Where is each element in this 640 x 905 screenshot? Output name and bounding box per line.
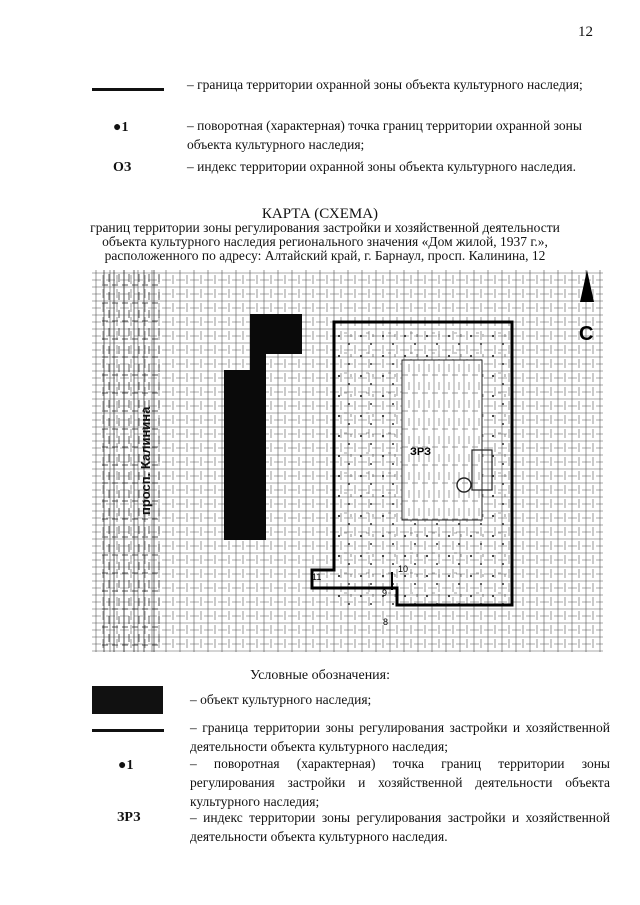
north-label: С	[579, 323, 594, 345]
legend-top-point-text: – поворотная (характерная) точка границ территории охранной зоны объекта культурного наследия;	[187, 118, 582, 152]
cadastral-map	[92, 270, 603, 652]
zone-index-symbol: ОЗ	[113, 160, 132, 175]
legend-title: Условные обозначения:	[249, 668, 391, 683]
turning-point-symbol: ●1	[113, 120, 129, 135]
legend-point-text: – поворотная (характерная) точка границ территории зоны регулирования застройки и хозяйственной деятельности объекта культурного наследия;	[190, 756, 610, 809]
map-title: КАРТА (СХЕМА)	[261, 206, 379, 222]
heritage-object-symbol	[92, 686, 163, 714]
point-label: 8	[383, 617, 389, 627]
point-label: 9	[382, 588, 388, 598]
boundary-line-symbol	[92, 88, 164, 91]
zone-boundary-symbol	[92, 729, 164, 732]
legend-index-text: – индекс территории зоны регулирования застройки и хозяйственной деятельности объекта культурного наследия.	[190, 810, 610, 844]
zone-index-label: ЗРЗ	[410, 446, 431, 458]
point-label: 11	[312, 572, 322, 582]
legend-boundary-text: – граница территории зоны регулирования застройки и хозяйственной деятельности объекта культурного наследия;	[190, 720, 610, 754]
legend-top-boundary-text: – граница территории охранной зоны объекта культурного наследия;	[187, 77, 583, 92]
zone-point-symbol: ●1	[118, 758, 134, 773]
map-subtitle: границ территории зоны регулирования застройки и хозяйственной деятельности объекта культурного наследия регионального значения «Дом жилой, 1937 г.», расположенного по адресу: Алтайский край, г. Барнаул, просп. Калинина, 12	[90, 220, 560, 263]
legend-top-index-text: – индекс территории охранной зоны объекта культурного наследия.	[187, 159, 576, 174]
page-number: 12	[578, 24, 593, 40]
legend-heritage-text: – объект культурного наследия;	[190, 692, 372, 707]
street-label: просп. Калинина	[138, 406, 153, 515]
building-hatch	[402, 360, 482, 520]
zone-index-legend-symbol: ЗРЗ	[117, 810, 141, 825]
point-label: 10	[398, 564, 409, 574]
